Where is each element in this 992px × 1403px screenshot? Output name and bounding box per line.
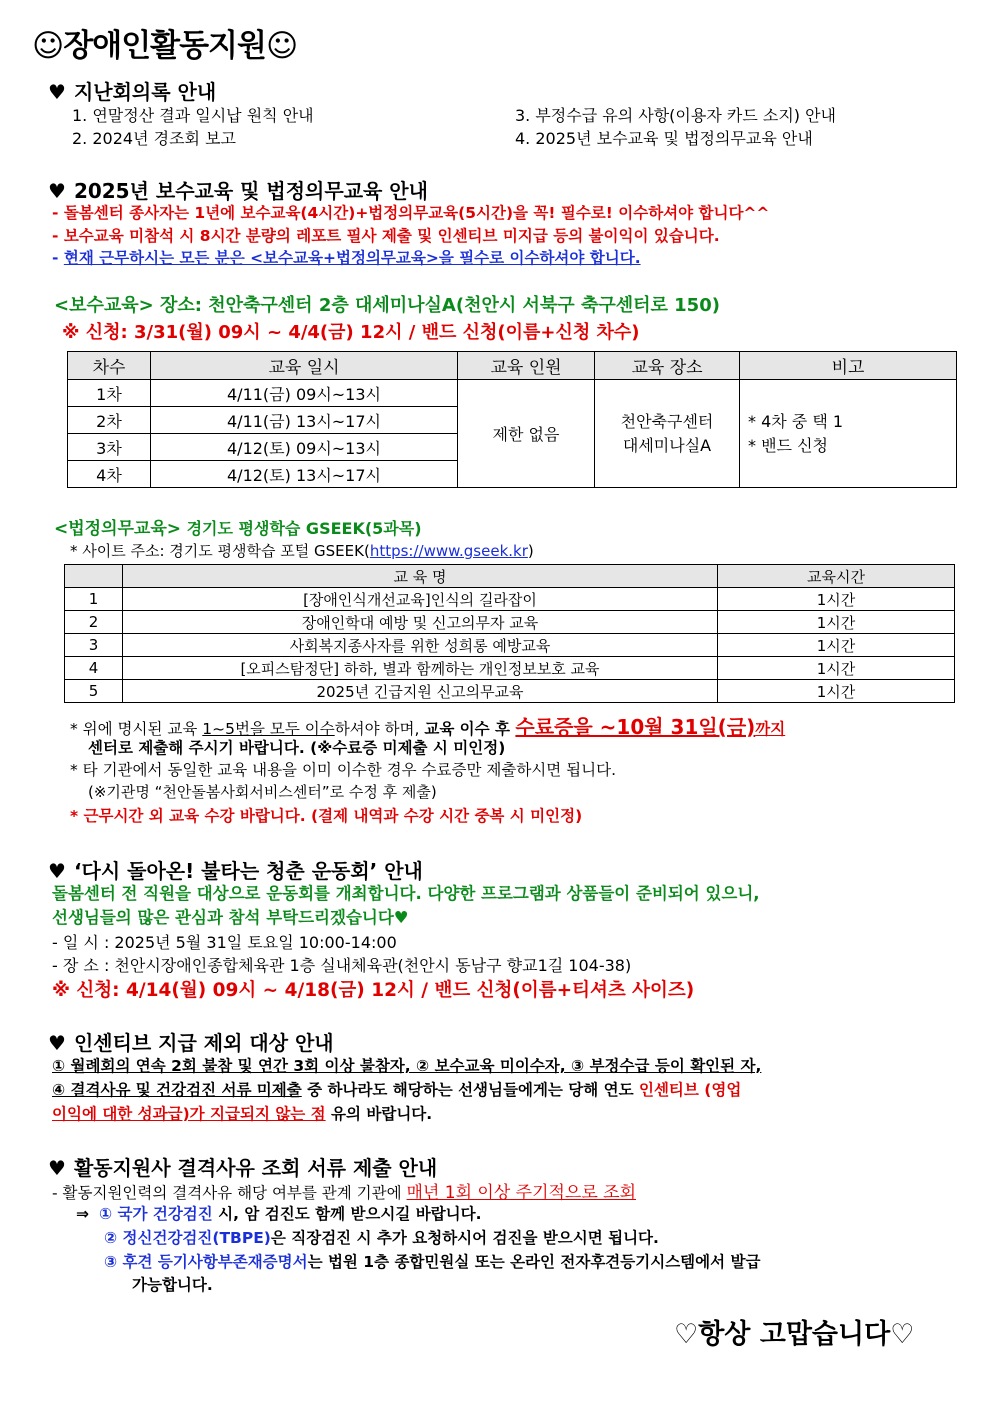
bosu-education-title: <보수교육> 장소: 천안축구센터 2층 대세미나실A(천안시 서북구 축구센터로 150) bbox=[54, 295, 720, 316]
table-row: 1차 4/11(금) 09시~13시 제한 없음 천안축구센터 대세미나실A * 4차 중 택 1 * 밴드 신청 bbox=[68, 380, 957, 407]
heart-icon: ♥ bbox=[48, 1031, 66, 1055]
table-row: 4 [오피스탐정단] 하하, 별과 함께하는 개인정보보호 교육 1시간 bbox=[65, 657, 955, 680]
capacity-cell: 제한 없음 bbox=[458, 380, 595, 488]
disqualification-item-3-cont: 가능합니다. bbox=[132, 1276, 213, 1294]
table-row: 4차 4/12(토) 13시~17시 bbox=[68, 461, 957, 488]
minutes-item-4: 4. 2025년 보수교육 및 법정의무교육 안내 bbox=[515, 129, 813, 148]
gseek-site-line: * 사이트 주소: 경기도 평생학습 포털 GSEEK(https://www.gseek.kr) bbox=[70, 542, 534, 560]
sports-day-apply: ※ 신청: 4/14(월) 09시 ~ 4/18(금) 12시 / 밴드 신청(이름+티셔츠 사이즈) bbox=[52, 980, 695, 1001]
place-cell: 천안축구센터 대세미나실A bbox=[595, 380, 740, 488]
table-row: 5 2025년 긴급지원 신고의무교육 1시간 bbox=[65, 680, 955, 703]
outside-work-hours-note: * 근무시간 외 교육 수강 바랍니다. (결제 내역과 수강 시간 중복 시 미인정) bbox=[70, 807, 583, 825]
closing-thanks: ♡항상 고맙습니다♡ bbox=[674, 1319, 915, 1350]
section-incentive-heading: ♥ 인센티브 지급 제외 대상 안내 bbox=[48, 1031, 334, 1055]
section-sports-day-heading: ♥ ‘다시 돌아온! 불타는 청춘 운동회’ 안내 bbox=[48, 859, 423, 883]
incentive-exclusion-line-3: 이익에 대한 성과급)가 지급되지 않는 점 유의 바랍니다. bbox=[52, 1105, 433, 1123]
table-row: 2 장애인학대 예방 및 신고의무자 교육 1시간 bbox=[65, 611, 955, 634]
disqualification-check-line: - 활동지원인력의 결격사유 해당 여부를 관계 기관에 매년 1회 이상 주기적으로 조회 bbox=[52, 1183, 637, 1203]
legal-education-title: <법정의무교육> 경기도 평생학습 GSEEK(5과목) bbox=[54, 519, 422, 539]
sports-day-desc-2: 선생님들의 많은 관심과 참석 부탁드리겠습니다♥ bbox=[52, 908, 409, 927]
disqualification-item-1: ⇒ ① 국가 건강검진 시, 암 검진도 함께 받으시길 바랍니다. bbox=[76, 1205, 482, 1223]
other-institution-note: * 타 기관에서 동일한 교육 내용을 이미 이수한 경우 수료증만 제출하시면 됩니다. bbox=[70, 761, 617, 779]
table-header: 차수 bbox=[68, 352, 151, 380]
heart-icon: ♥ bbox=[48, 80, 66, 104]
education-penalty-line: - 보수교육 미참석 시 8시간 분량의 레포트 필사 제출 및 인센티브 미지급 등의 불이익이 있습니다. bbox=[52, 227, 720, 245]
table-header: 교육 인원 bbox=[458, 352, 595, 380]
table-header: 교육 일시 bbox=[151, 352, 458, 380]
page-title: ☺장애인활동지원☺ bbox=[32, 28, 298, 64]
table-row: 2차 4/11(금) 13시~17시 bbox=[68, 407, 957, 434]
legal-education-table bbox=[64, 564, 955, 703]
incentive-exclusion-line-1: ① 월례회의 연속 2회 불참 및 연간 3회 이상 불참자, ② 보수교육 미이수자, ③ 부정수급 등이 확인된 자, bbox=[52, 1057, 762, 1075]
education-requirement-line: - 돌봄센터 종사자는 1년에 보수교육(4시간)+법정의무교육(5시간)을 꼭! 필수로! 이수하셔야 합니다^^ bbox=[52, 204, 770, 222]
heart-icon: ♥ bbox=[48, 859, 66, 883]
disqualification-item-3: ③ 후견 등기사항부존재증명서는 법원 1층 종합민원실 또는 온라인 전자후견등기시스템에서 발급 bbox=[104, 1253, 761, 1271]
certificate-note-line: * 위에 명시된 교육 1~5번을 모두 이수하셔야 하며, 교육 이수 후 수료증을 ~10월 31일(금)까지 bbox=[70, 715, 786, 739]
note-cell: * 4차 중 택 1 * 밴드 신청 bbox=[740, 380, 957, 488]
arrow-icon: ⇒ bbox=[76, 1205, 89, 1223]
table-row: 3 사회복지종사자를 위한 성희롱 예방교육 1시간 bbox=[65, 634, 955, 657]
sports-day-desc-1: 돌봄센터 전 직원을 대상으로 운동회를 개최합니다. 다양한 프로그램과 상품들이 준비되어 있으니, bbox=[52, 884, 760, 903]
section-education-heading: ♥ 2025년 보수교육 및 법정의무교육 안내 bbox=[48, 179, 428, 203]
table-header: 교육시간 bbox=[718, 565, 955, 588]
disqualification-item-2: ② 정신건강검진(TBPE)은 직장검진 시 추가 요청하시어 검진을 받으시면 됩니다. bbox=[104, 1229, 659, 1247]
table-row: 3차 4/12(토) 09시~13시 bbox=[68, 434, 957, 461]
minutes-item-3: 3. 부정수급 유의 사항(이용자 카드 소지) 안내 bbox=[515, 106, 837, 125]
bosu-schedule-table bbox=[67, 351, 957, 488]
table-header: 비고 bbox=[740, 352, 957, 380]
table-header: 교육 장소 bbox=[595, 352, 740, 380]
gseek-link[interactable]: https://www.gseek.kr bbox=[369, 542, 528, 560]
certificate-submit-line: 센터로 제출해 주시기 바랍니다. (※수료증 미제출 시 미인정) bbox=[88, 739, 506, 757]
section-disqualification-heading: ♥ 활동지원사 결격사유 조회 서류 제출 안내 bbox=[48, 1156, 438, 1180]
table-row: 1 [장애인식개선교육]인식의 길라잡이 1시간 bbox=[65, 588, 955, 611]
table-header: 교 육 명 bbox=[123, 565, 718, 588]
education-mandatory-line: - 현재 근무하시는 모든 분은 <보수교육+법정의무교육>을 필수로 이수하셔야 합니다. bbox=[52, 249, 641, 267]
institution-name-note: (※기관명 “천안돌봄사회서비스센터”로 수정 후 제출) bbox=[88, 783, 437, 801]
table-header bbox=[65, 565, 123, 588]
sports-day-date: - 일 시 : 2025년 5월 31일 토요일 10:00-14:00 bbox=[52, 933, 397, 952]
heart-icon: ♥ bbox=[48, 179, 66, 203]
section-previous-minutes-heading: ♥ 지난회의록 안내 bbox=[48, 80, 217, 104]
minutes-item-1: 1. 연말정산 결과 일시납 원칙 안내 bbox=[72, 106, 314, 125]
heart-icon: ♥ bbox=[48, 1156, 66, 1180]
bosu-education-apply: ※ 신청: 3/31(월) 09시 ~ 4/4(금) 12시 / 밴드 신청(이름+신청 차수) bbox=[62, 322, 640, 343]
sports-day-place: - 장 소 : 천안시장애인종합체육관 1층 실내체육관(천안시 동남구 향교1길 104-38) bbox=[52, 956, 632, 975]
incentive-exclusion-line-2: ④ 결격사유 및 건강검진 서류 미제출 중 하나라도 해당하는 선생님들에게는 당해 연도 인센티브 (영업 bbox=[52, 1081, 742, 1099]
minutes-item-2: 2. 2024년 경조회 보고 bbox=[72, 129, 236, 148]
